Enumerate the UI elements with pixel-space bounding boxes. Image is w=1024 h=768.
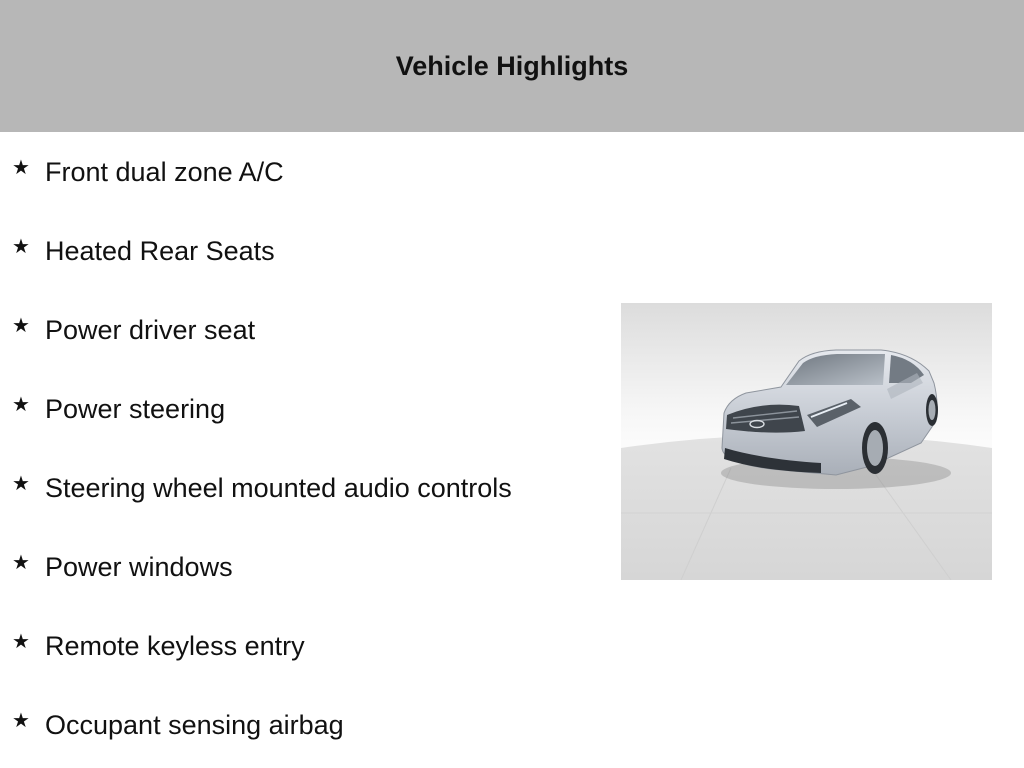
feature-label: Heated Rear Seats — [45, 236, 275, 266]
feature-item — [0, 448, 600, 527]
feature-label: Power steering — [45, 394, 226, 424]
feature-item — [0, 211, 600, 290]
vehicle-photo — [621, 303, 992, 580]
star-icon: ★ — [12, 394, 30, 416]
feature-label: Power driver seat — [45, 315, 256, 345]
star-icon: ★ — [12, 710, 30, 732]
star-icon: ★ — [12, 473, 30, 495]
feature-label: Occupant sensing airbag — [45, 710, 344, 740]
feature-list — [0, 132, 600, 764]
star-icon: ★ — [12, 236, 30, 258]
star-icon: ★ — [12, 552, 30, 574]
feature-item — [0, 290, 600, 369]
star-icon: ★ — [12, 631, 30, 653]
star-icon: ★ — [12, 157, 30, 179]
feature-label: Front dual zone A/C — [45, 157, 284, 187]
feature-item — [0, 132, 600, 211]
feature-item — [0, 685, 600, 764]
feature-item — [0, 606, 600, 685]
feature-item — [0, 369, 600, 448]
star-icon: ★ — [12, 315, 30, 337]
feature-item — [0, 527, 600, 606]
feature-label: Power windows — [45, 552, 233, 582]
feature-label: Remote keyless entry — [45, 631, 305, 661]
feature-label: Steering wheel mounted audio controls — [45, 473, 512, 503]
page-header — [0, 0, 1024, 132]
page-title: Vehicle Highlights — [395, 50, 629, 81]
